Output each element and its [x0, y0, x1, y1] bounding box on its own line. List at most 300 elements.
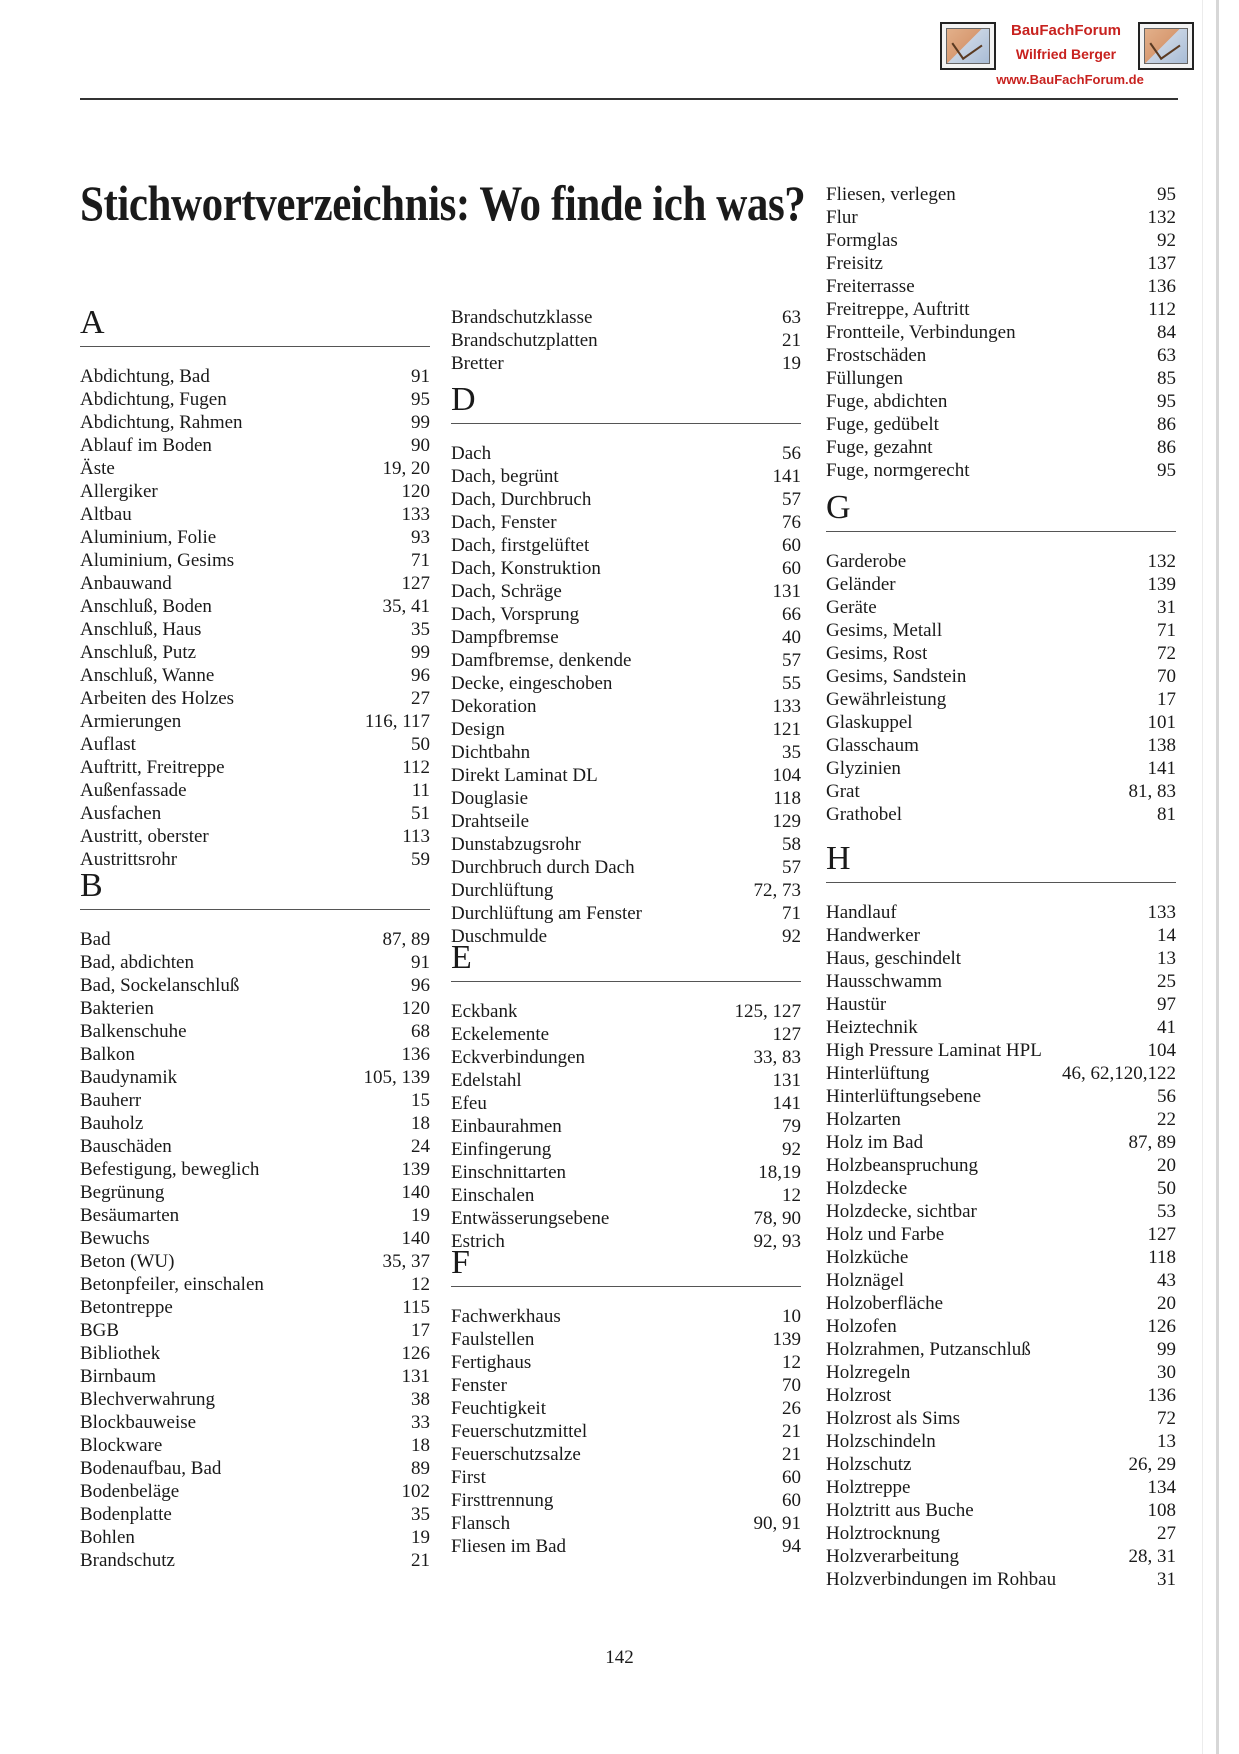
index-entry: [826, 298, 1176, 321]
index-entry: [826, 1522, 1176, 1545]
index-pages: 132: [1147, 207, 1176, 228]
index-entry: [451, 649, 801, 672]
index-entry: [451, 833, 801, 856]
index-term: Design: [451, 719, 505, 740]
section-letter: A: [80, 304, 105, 341]
index-term: Fliesen im Bad: [451, 1536, 567, 1557]
index-term: Begrünung: [80, 1182, 165, 1203]
index-term: Fachwerkhaus: [451, 1306, 561, 1327]
index-term: Gesims, Sandstein: [826, 666, 967, 687]
index-term: Holzverbindungen im Rohbau: [826, 1569, 1057, 1590]
index-entry: [451, 1535, 801, 1558]
index-term: Frontteile, Verbindungen: [826, 322, 1016, 343]
section-letter: B: [80, 867, 103, 904]
index-term: Holznägel: [826, 1270, 905, 1291]
index-entry: [826, 947, 1176, 970]
index-entry: [80, 1526, 430, 1549]
index-entry: [80, 1411, 430, 1434]
index-pages: 33: [411, 1412, 430, 1433]
index-term: Dach, firstgelüftet: [451, 535, 590, 556]
index-pages: 14: [1157, 925, 1176, 946]
index-term: Grathobel: [826, 804, 902, 825]
index-entry: [826, 1085, 1176, 1108]
index-entry: [826, 436, 1176, 459]
index-pages: 31: [1157, 597, 1176, 618]
index-pages: 12: [782, 1352, 801, 1373]
index-entry: [451, 741, 801, 764]
index-entry: [826, 757, 1176, 780]
index-term: Dampfbremse: [451, 627, 559, 648]
index-entry: [451, 1207, 801, 1230]
index-pages: 99: [411, 642, 430, 663]
index-pages: 27: [1157, 1523, 1176, 1544]
index-entry: [826, 550, 1176, 573]
index-entry: [826, 1453, 1176, 1476]
index-pages: 22: [1157, 1109, 1176, 1130]
index-pages: 96: [411, 665, 430, 686]
index-pages: 140: [401, 1228, 430, 1249]
index-pages: 81: [1157, 804, 1176, 825]
index-pages: 17: [411, 1320, 430, 1341]
index-entry: [451, 718, 801, 741]
index-term: Austritt, oberster: [80, 826, 209, 847]
index-entry: [826, 711, 1176, 734]
index-term: Geländer: [826, 574, 896, 595]
index-pages: 137: [1147, 253, 1176, 274]
index-pages: 104: [772, 765, 801, 786]
index-term: Glyzinien: [826, 758, 901, 779]
index-entry: [451, 856, 801, 879]
index-entry: [826, 1499, 1176, 1522]
index-term: Bad: [80, 929, 111, 950]
index-entry: [80, 503, 430, 526]
index-entry: [451, 672, 801, 695]
section-letter: D: [451, 381, 476, 418]
index-term: Auftritt, Freitreppe: [80, 757, 225, 778]
index-entry: [826, 924, 1176, 947]
section-letter: G: [826, 489, 851, 526]
index-pages: 57: [782, 650, 801, 671]
index-term: Balkenschuhe: [80, 1021, 187, 1042]
index-term: Blockware: [80, 1435, 163, 1456]
index-pages: 76: [782, 512, 801, 533]
index-pages: 19: [411, 1205, 430, 1226]
index-term: Ablauf im Boden: [80, 435, 212, 456]
index-pages: 131: [772, 1070, 801, 1091]
index-term: Handwerker: [826, 925, 920, 946]
index-term: Holzrahmen, Putzanschluß: [826, 1339, 1031, 1360]
index-pages: 139: [1147, 574, 1176, 595]
index-term: Dach, Durchbruch: [451, 489, 592, 510]
index-term: Damfbremse, denkende: [451, 650, 632, 671]
index-entry: [80, 1158, 430, 1181]
index-term: Anschluß, Haus: [80, 619, 202, 640]
index-term: Holzarten: [826, 1109, 901, 1130]
index-term: Hinterlüftungsebene: [826, 1086, 982, 1107]
index-pages: 92, 93: [753, 1231, 801, 1252]
index-pages: 70: [782, 1375, 801, 1396]
index-pages: 35: [782, 742, 801, 763]
section-letter: H: [826, 840, 851, 877]
index-entry: [80, 1020, 430, 1043]
index-term: Fuge, abdichten: [826, 391, 948, 412]
index-pages: 95: [1157, 184, 1176, 205]
index-pages: 86: [1157, 437, 1176, 458]
index-term: Anschluß, Wanne: [80, 665, 215, 686]
index-term: Handlauf: [826, 902, 897, 923]
index-pages: 66: [782, 604, 801, 625]
index-entry: [451, 511, 801, 534]
index-entry: [826, 901, 1176, 924]
index-term: Bohlen: [80, 1527, 135, 1548]
index-entry: [826, 367, 1176, 390]
index-pages: 13: [1157, 948, 1176, 969]
index-entry: [826, 1315, 1176, 1338]
index-pages: 120: [401, 481, 430, 502]
index-entry: [451, 1443, 801, 1466]
index-term: Äste: [80, 458, 115, 479]
index-pages: 94: [782, 1536, 801, 1557]
index-pages: 95: [1157, 460, 1176, 481]
index-section-b: [80, 866, 430, 1572]
index-pages: 104: [1147, 1040, 1176, 1061]
index-term: Flansch: [451, 1513, 511, 1534]
index-entry: [826, 183, 1176, 206]
index-entry: [80, 710, 430, 733]
index-pages: 92: [782, 926, 801, 947]
index-entry: [80, 1549, 430, 1572]
index-pages: 35: [411, 1504, 430, 1525]
index-entry: [80, 756, 430, 779]
index-term: Anschluß, Putz: [80, 642, 197, 663]
index-pages: 63: [782, 307, 801, 328]
index-entry: [80, 1365, 430, 1388]
index-entry: [826, 1361, 1176, 1384]
index-entry: [826, 734, 1176, 757]
index-term: Holzdecke: [826, 1178, 908, 1199]
index-entry: [826, 1016, 1176, 1039]
index-term: Anbauwand: [80, 573, 172, 594]
page-edge: [1202, 0, 1203, 1754]
index-term: Einbaurahmen: [451, 1116, 562, 1137]
index-pages: 118: [1148, 1247, 1176, 1268]
index-term: Ausfachen: [80, 803, 162, 824]
index-pages: 97: [1157, 994, 1176, 1015]
index-entry: [826, 993, 1176, 1016]
site-header: [940, 20, 1195, 95]
index-entry: [826, 344, 1176, 367]
index-term: Holzküche: [826, 1247, 909, 1268]
index-term: Bauholz: [80, 1113, 144, 1134]
index-term: Direkt Laminat DL: [451, 765, 598, 786]
index-pages: 26, 29: [1128, 1454, 1176, 1475]
index-entry: [451, 1092, 801, 1115]
index-term: Feuerschutzmittel: [451, 1421, 588, 1442]
index-term: Holztrocknung: [826, 1523, 940, 1544]
index-pages: 55: [782, 673, 801, 694]
index-pages: 134: [1147, 1477, 1176, 1498]
index-term: Abdichtung, Bad: [80, 366, 210, 387]
index-pages: 25: [1157, 971, 1176, 992]
index-pages: 141: [1147, 758, 1176, 779]
index-pages: 12: [411, 1274, 430, 1295]
index-entry: [451, 1138, 801, 1161]
index-entry: [826, 1338, 1176, 1361]
index-pages: 56: [782, 443, 801, 464]
index-term: Betonpfeiler, einschalen: [80, 1274, 264, 1295]
index-entry: [826, 1108, 1176, 1131]
index-term: Brandschutzklasse: [451, 307, 593, 328]
index-section-continued: [826, 183, 1176, 482]
index-pages: 131: [772, 581, 801, 602]
index-term: Abdichtung, Rahmen: [80, 412, 243, 433]
index-entry: [826, 688, 1176, 711]
index-entry: [80, 595, 430, 618]
index-term: Brandschutz: [80, 1550, 175, 1571]
index-pages: 24: [411, 1136, 430, 1157]
index-entry: [80, 951, 430, 974]
index-pages: 90, 91: [753, 1513, 801, 1534]
index-term: Bauherr: [80, 1090, 142, 1111]
index-pages: 138: [1147, 735, 1176, 756]
index-entry: [80, 1227, 430, 1250]
index-pages: 68: [411, 1021, 430, 1042]
section-divider: [80, 346, 430, 347]
index-pages: 60: [782, 535, 801, 556]
index-pages: 92: [782, 1139, 801, 1160]
index-pages: 57: [782, 857, 801, 878]
index-term: First: [451, 1467, 486, 1488]
index-term: Abdichtung, Fugen: [80, 389, 227, 410]
index-entry: [80, 779, 430, 802]
index-entry: [80, 1135, 430, 1158]
index-pages: 78, 90: [753, 1208, 801, 1229]
index-term: Holzverarbeitung: [826, 1546, 959, 1567]
index-term: Dach, begrünt: [451, 466, 559, 487]
index-entry: [451, 603, 801, 626]
index-entry: [80, 1043, 430, 1066]
index-pages: 86: [1157, 414, 1176, 435]
index-term: Edelstahl: [451, 1070, 522, 1091]
index-entry: [451, 488, 801, 511]
logo-icon: [940, 22, 996, 70]
index-entry: [80, 1434, 430, 1457]
index-pages: 40: [782, 627, 801, 648]
index-term: Dach, Fenster: [451, 512, 557, 533]
index-entry: [451, 1420, 801, 1443]
index-term: Holzoberfläche: [826, 1293, 944, 1314]
index-term: Durchlüftung am Fenster: [451, 903, 643, 924]
index-term: Haustür: [826, 994, 887, 1015]
site-url[interactable]: www.BauFachForum.de: [996, 72, 1144, 87]
index-entry: [451, 1115, 801, 1138]
index-entry: [80, 618, 430, 641]
index-term: Efeu: [451, 1093, 487, 1114]
index-term: Gesims, Rost: [826, 643, 928, 664]
index-term: Geräte: [826, 597, 877, 618]
index-entry: [826, 803, 1176, 826]
index-entry: [80, 1319, 430, 1342]
index-pages: 43: [1157, 1270, 1176, 1291]
index-term: Feuchtigkeit: [451, 1398, 546, 1419]
index-section-h: [826, 839, 1176, 1591]
index-entry: [451, 1466, 801, 1489]
index-pages: 141: [772, 466, 801, 487]
index-pages: 131: [401, 1366, 430, 1387]
section-divider: [826, 882, 1176, 883]
section-letter: F: [451, 1244, 470, 1281]
index-pages: 72: [1157, 643, 1176, 664]
index-entry: [80, 1503, 430, 1526]
index-term: Beton (WU): [80, 1251, 175, 1272]
index-entry: [826, 413, 1176, 436]
index-pages: 113: [402, 826, 430, 847]
index-term: Aluminium, Folie: [80, 527, 217, 548]
index-term: Garderobe: [826, 551, 907, 572]
index-term: Hinterlüftung: [826, 1063, 930, 1084]
index-pages: 18: [411, 1113, 430, 1134]
index-term: Formglas: [826, 230, 898, 251]
index-pages: 112: [402, 757, 430, 778]
index-entry: [826, 970, 1176, 993]
index-entry: [826, 1200, 1176, 1223]
index-pages: 79: [782, 1116, 801, 1137]
index-entry: [826, 780, 1176, 803]
index-term: Dach, Vorsprung: [451, 604, 580, 625]
index-pages: 56: [1157, 1086, 1176, 1107]
index-entry: [80, 1250, 430, 1273]
index-section-d: [451, 380, 801, 948]
index-entry: [451, 1161, 801, 1184]
index-term: Dekoration: [451, 696, 537, 717]
index-entry: [826, 1384, 1176, 1407]
index-section-e: [451, 938, 801, 1253]
index-pages: 13: [1157, 1431, 1176, 1452]
index-pages: 59: [411, 849, 430, 870]
index-entry: [80, 997, 430, 1020]
index-entry: [80, 1388, 430, 1411]
index-entry: [80, 825, 430, 848]
index-entry: [451, 1489, 801, 1512]
index-pages: 127: [401, 573, 430, 594]
index-pages: 53: [1157, 1201, 1176, 1222]
index-pages: 60: [782, 558, 801, 579]
index-entry: [826, 1154, 1176, 1177]
index-pages: 136: [1147, 276, 1176, 297]
index-pages: 60: [782, 1467, 801, 1488]
index-pages: 19: [411, 1527, 430, 1548]
index-entry: [80, 411, 430, 434]
index-pages: 112: [1148, 299, 1176, 320]
index-pages: 99: [1157, 1339, 1176, 1360]
index-term: Decke, eingeschoben: [451, 673, 613, 694]
index-pages: 99: [411, 412, 430, 433]
index-pages: 17: [1157, 689, 1176, 710]
index-term: Bodenplatte: [80, 1504, 172, 1525]
index-term: Frostschäden: [826, 345, 927, 366]
index-term: Bewuchs: [80, 1228, 150, 1249]
index-term: Dach, Schräge: [451, 581, 562, 602]
index-pages: 140: [401, 1182, 430, 1203]
index-pages: 71: [782, 903, 801, 924]
index-pages: 90: [411, 435, 430, 456]
index-term: Fenster: [451, 1375, 507, 1396]
index-pages: 129: [772, 811, 801, 832]
index-entry: [451, 1374, 801, 1397]
index-term: Dunstabzugsrohr: [451, 834, 581, 855]
index-entry: [451, 557, 801, 580]
index-entry: [80, 733, 430, 756]
index-term: Bodenbeläge: [80, 1481, 180, 1502]
index-entry: [80, 572, 430, 595]
index-term: Duschmulde: [451, 926, 548, 947]
index-term: Eckbank: [451, 1001, 518, 1022]
index-entry: [826, 252, 1176, 275]
index-entry: [451, 442, 801, 465]
logo-icon: [1138, 22, 1194, 70]
index-term: Holzregeln: [826, 1362, 911, 1383]
index-term: Birnbaum: [80, 1366, 156, 1387]
index-entry: [80, 1296, 430, 1319]
index-pages: 84: [1157, 322, 1176, 343]
site-name: BauFachForum: [1010, 22, 1121, 39]
index-pages: 72, 73: [753, 880, 801, 901]
index-pages: 92: [1157, 230, 1176, 251]
index-pages: 72: [1157, 1408, 1176, 1429]
index-entry: [826, 1062, 1176, 1085]
index-term: Flur: [826, 207, 858, 228]
index-pages: 20: [1157, 1293, 1176, 1314]
index-entry: [451, 1512, 801, 1535]
index-pages: 35, 37: [382, 1251, 430, 1272]
index-term: Einschalen: [451, 1185, 535, 1206]
index-entry: [80, 1089, 430, 1112]
index-entry: [80, 1066, 430, 1089]
index-term: Bauschäden: [80, 1136, 172, 1157]
index-term: Holztreppe: [826, 1477, 911, 1498]
index-entry: [80, 687, 430, 710]
index-entry: [826, 665, 1176, 688]
index-pages: 85: [1157, 368, 1176, 389]
section-letter: E: [451, 939, 472, 976]
index-entry: [826, 1476, 1176, 1499]
index-entry: [826, 1131, 1176, 1154]
index-entry: [80, 1342, 430, 1365]
index-pages: 127: [1147, 1224, 1176, 1245]
index-term: Holzofen: [826, 1316, 897, 1337]
index-term: Douglasie: [451, 788, 529, 809]
index-pages: 87, 89: [1128, 1132, 1176, 1153]
index-entry: [826, 642, 1176, 665]
index-pages: 50: [411, 734, 430, 755]
index-entry: [80, 928, 430, 951]
index-entry: [451, 1046, 801, 1069]
index-entry: [80, 974, 430, 997]
index-term: Bad, Sockelanschluß: [80, 975, 240, 996]
index-pages: 125, 127: [734, 1001, 801, 1022]
index-entry: [80, 664, 430, 687]
index-pages: 18,19: [758, 1162, 801, 1183]
index-term: Gesims, Metall: [826, 620, 943, 641]
index-pages: 18: [411, 1435, 430, 1456]
index-entry: [80, 434, 430, 457]
index-pages: 51: [411, 803, 430, 824]
index-pages: 19: [782, 353, 801, 374]
index-entry: [826, 1269, 1176, 1292]
index-term: Durchbruch durch Dach: [451, 857, 635, 878]
index-pages: 91: [411, 952, 430, 973]
index-entry: [80, 1204, 430, 1227]
